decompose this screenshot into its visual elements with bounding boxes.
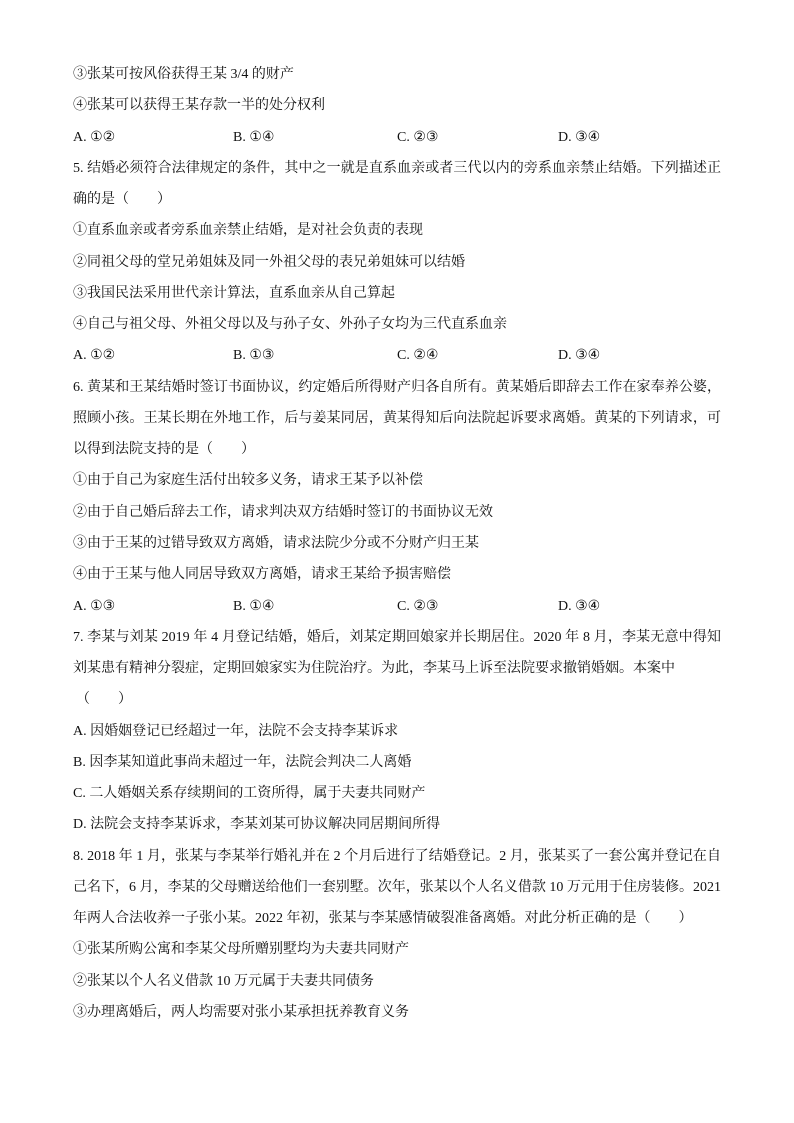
question-4	[73, 59, 721, 153]
option-b: B. ①④	[233, 129, 275, 145]
question-8	[73, 841, 721, 1029]
statement-item: ②由于自己婚后辞去工作，请求判决双方结婚时签订的书面协议无效	[73, 504, 493, 520]
statement-item: ①张某所购公寓和李某父母所赠别墅均为夫妻共同财产	[73, 942, 409, 958]
question-stem-line: 6. 黄某和王某结婚时签订书面协议，约定婚后所得财产归各自所有。黄某婚后即辞去工作在家奉养公婆，	[73, 379, 721, 395]
option-b: B. ①③	[233, 348, 275, 364]
question-stem-line: 以得到法院支持的是（ ）	[73, 442, 255, 458]
statement-item: ①直系血亲或者旁系血亲禁止结婚，是对社会负责的表现	[73, 223, 423, 239]
question-stem-line: 年两人合法收养一子张小某。2022 年初，张某与李某感情破裂准备离婚。对此分析正确的是（ ）	[73, 911, 693, 927]
statement-item: ③我国民法采用世代亲计算法，直系血亲从自己算起	[73, 285, 395, 301]
option-b: B. ①④	[233, 598, 275, 614]
choice-a: A. 因婚姻登记已经超过一年，法院不会支持李某诉求	[73, 723, 399, 739]
choice-b: B. 因李某知道此事尚未超过一年，法院会判决二人离婚	[73, 754, 412, 770]
option-a: A. ①③	[73, 598, 116, 614]
statement-item: ③由于王某的过错导致双方离婚，请求法院少分或不分财产归王某	[73, 535, 479, 551]
option-c: C. ②④	[397, 348, 439, 364]
question-stem-line: 7. 李某与刘某 2019 年 4 月登记结婚，婚后，刘某定期回娘家并长期居住。2020 年 8 月，李某无意中得知	[73, 629, 721, 645]
statement-item: ②同祖父母的堂兄弟姐妹及同一外祖父母的表兄弟姐妹可以结婚	[73, 254, 465, 270]
statement-item: ①由于自己为家庭生活付出较多义务，请求王某予以补偿	[73, 473, 423, 489]
question-stem-line: 5. 结婚必须符合法律规定的条件，其中之一就是直系血亲或者三代以内的旁系血亲禁止结婚。下列描述正	[73, 160, 721, 176]
option-a: A. ①②	[73, 348, 116, 364]
question-stem-line: 确的是（ ）	[73, 192, 171, 208]
question-7	[73, 622, 721, 841]
option-d: D. ③④	[558, 129, 601, 145]
option-c: C. ②③	[397, 129, 439, 145]
option-d: D. ③④	[558, 348, 601, 364]
choice-d: D. 法院会支持李某诉求，李某刘某可协议解决同居期间所得	[73, 817, 441, 833]
options-row	[73, 122, 721, 153]
statement-item: ②张某以个人名义借款 10 万元属于夫妻共同债务	[73, 973, 374, 989]
option-c: C. ②③	[397, 598, 439, 614]
question-6	[73, 372, 721, 622]
options-row	[73, 340, 721, 371]
question-stem-line: 照顾小孩。王某长期在外地工作，后与姜某同居，黄某得知后向法院起诉要求离婚。黄某的下列请求，可	[73, 410, 721, 426]
statement-item: ③张某可按风俗获得王某 3/4 的财产	[73, 67, 294, 82]
statement-item: ④自己与祖父母、外祖父母以及与孙子女、外孙子女均为三代直系血亲	[73, 317, 507, 333]
page-content	[73, 59, 721, 1028]
statement-item: ④由于王某与他人同居导致双方离婚，请求王某给予损害赔偿	[73, 567, 451, 583]
choice-c: C. 二人婚姻关系存续期间的工资所得，属于夫妻共同财产	[73, 786, 426, 802]
answer-blank: （ ）	[76, 692, 132, 708]
statement-item: ③办理离婚后，两人均需要对张小某承担抚养教育义务	[73, 1004, 409, 1020]
question-stem-line: 己名下，6 月，李某的父母赠送给他们一套别墅。次年，张某以个人名义借款 10 万元用于住房装修。2021	[73, 879, 721, 895]
question-stem-line: 刘某患有精神分裂症，定期回娘家实为住院治疗。为此，李某马上诉至法院要求撤销婚姻。本案中	[73, 661, 675, 677]
statement-item: ④张某可以获得王某存款一半的处分权利	[73, 98, 325, 114]
option-a: A. ①②	[73, 129, 116, 145]
option-d: D. ③④	[558, 598, 601, 614]
question-5	[73, 153, 721, 372]
question-stem-line: 8. 2018 年 1 月，张某与李某举行婚礼并在 2 个月后进行了结婚登记。2 月，张某买了一套公寓并登记在自	[73, 848, 721, 864]
options-row	[73, 591, 721, 622]
